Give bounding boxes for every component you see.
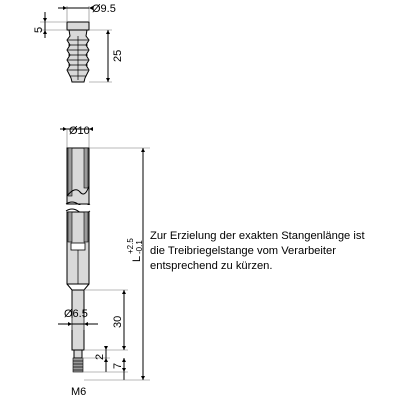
neck-length-label: 2 xyxy=(94,353,106,360)
pin-diameter-label: Ø6.5 xyxy=(64,308,88,320)
insert-head xyxy=(67,22,89,30)
rod-neck xyxy=(74,350,82,358)
insert-length-label: 25 xyxy=(112,49,124,62)
note-line: entsprechend zu kürzen. xyxy=(150,260,273,272)
rod-wall-right xyxy=(84,212,88,242)
length-symbol: L xyxy=(131,255,143,262)
note-line: die Treibriegelstange vom Verarbeiter xyxy=(150,245,336,257)
rod-wall-left xyxy=(68,148,72,196)
rod-wall-right xyxy=(84,148,88,188)
pin-length-label: 30 xyxy=(112,315,124,328)
rod-taper xyxy=(67,284,89,290)
break-gap xyxy=(66,205,91,211)
note-line: Zur Erzielung der exakten Stangenlänge ist xyxy=(150,230,365,242)
insert-head-height-label: 5 xyxy=(33,26,45,33)
rod-lower-pin xyxy=(72,290,84,350)
thread-size-label: M6 xyxy=(71,386,87,398)
insert-diameter-label: Ø9.5 xyxy=(92,3,116,15)
overall-length-label xyxy=(126,238,144,262)
tolerance-lower: -0.1 xyxy=(135,240,144,254)
rod-diameter-label: Ø10 xyxy=(69,125,90,137)
shortening-note xyxy=(150,229,390,274)
thread-length-label: 7 xyxy=(112,362,124,369)
rod-wall-left xyxy=(68,212,72,242)
threaded-insert xyxy=(33,3,124,82)
espagnolette-rod xyxy=(58,125,150,398)
rod-slot xyxy=(71,243,85,250)
tolerance-upper: +2.5 xyxy=(126,238,135,254)
